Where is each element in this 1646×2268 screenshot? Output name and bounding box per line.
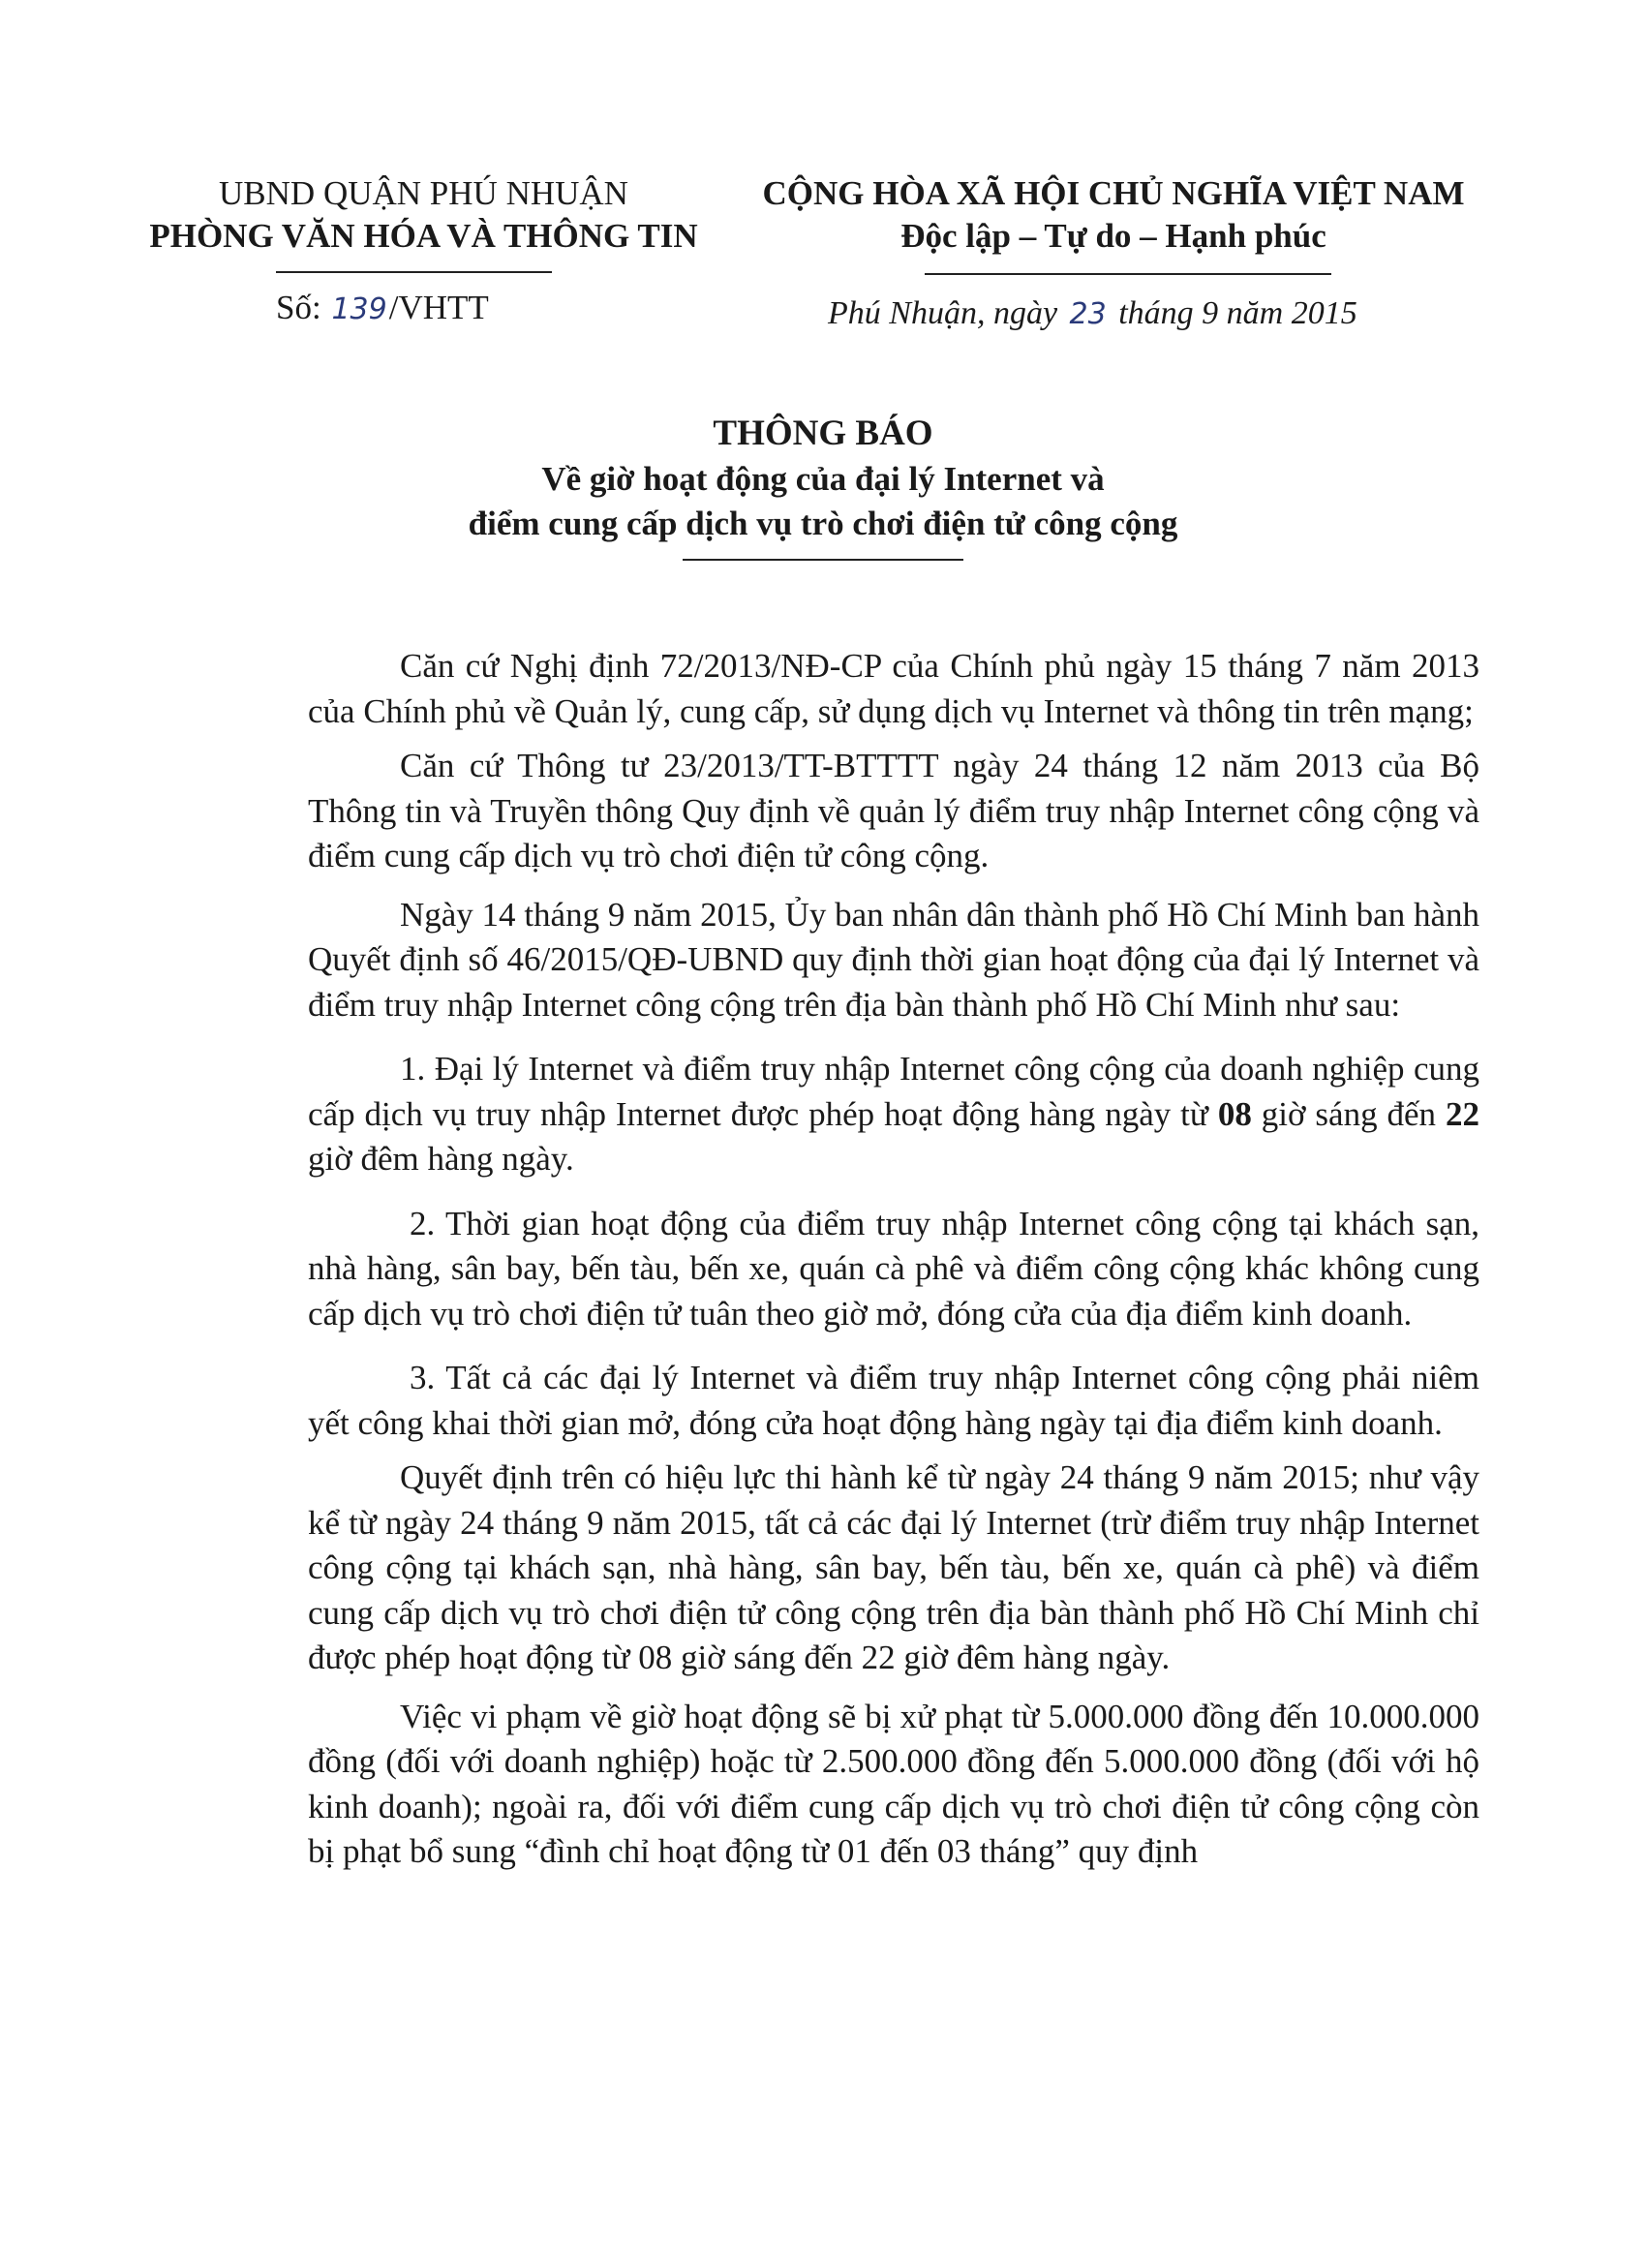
title-divider <box>683 559 963 561</box>
document-number-suffix: /VHTT <box>388 289 489 326</box>
title-subject-line1: Về giờ hoạt động của đại lý Internet và <box>541 460 1105 498</box>
document-number-value: 139 <box>331 292 387 326</box>
date-day: 23 <box>1069 297 1107 331</box>
list-item-1-text-a: 1. Đại lý Internet và điểm truy nhập Internet công cộng của doanh nghiệp cung cấp dịch vụ truy nhập Internet được phép hoạt động hàng ngày từ <box>308 1050 1479 1133</box>
list-item-1-start-hour: 08 <box>1217 1094 1252 1133</box>
list-item-1-text-e: giờ đêm hàng ngày. <box>308 1140 574 1178</box>
list-item-2: 2. Thời gian hoạt động của điểm truy nhập Internet công cộng tại khách sạn, nhà hàng, sân bay, bến tàu, bến xe, quán cà phê và điểm công cộng khác không cung cấp dịch vụ trò chơi điện tử tuân theo giờ mở, đóng cửa của địa điểm kinh doanh. <box>308 1204 1479 1333</box>
paragraph-penalties: Việc vi phạm về giờ hoạt động sẽ bị xử phạt từ 5.000.000 đồng đến 10.000.000 đồng (đối với doanh nghiệp) hoặc từ 2.500.000 đồng đến 5.000.000 đồng (đối với hộ kinh doanh); ngoài ra, đối với điểm cung cấp dịch vụ trò chơi điện tử công cộng còn bị phạt bổ sung “đình chỉ hoạt động từ 01 đến 03 tháng” quy định <box>308 1697 1479 1870</box>
title-main: THÔNG BÁO <box>713 414 933 453</box>
motto-divider <box>925 273 1331 275</box>
agency-divider <box>276 271 552 273</box>
list-item-1 <box>308 1047 1479 1182</box>
national-motto <box>721 172 1506 258</box>
agency-name: PHÒNG VĂN HÓA VÀ THÔNG TIN <box>149 217 698 255</box>
document-title <box>194 411 1452 546</box>
paragraph-effective-date: Quyết định trên có hiệu lực thi hành kể từ ngày 24 tháng 9 năm 2015; như vậy kể từ ngày 24 tháng 9 năm 2015, tất cả các đại lý Internet (trừ điểm truy nhập Internet công cộng tại khách sạn, nhà hàng, sân bay, bến tàu, bến xe, quán cà phê) và điểm cung cấp dịch vụ trò chơi điện tử công cộng trên địa bàn thành phố Hồ Chí Minh chỉ được phép hoạt động từ 08 giờ sáng đến 22 giờ đêm hàng ngày. <box>308 1458 1479 1676</box>
country-name: CỘNG HÒA XÃ HỘI CHỦ NGHĨA VIỆT NAM <box>762 174 1465 212</box>
document-body <box>308 644 1479 1875</box>
date-suffix: tháng 9 năm 2015 <box>1118 295 1357 331</box>
title-subject-line2: điểm cung cấp dịch vụ trò chơi điện tử công cộng <box>468 505 1178 542</box>
list-item-1-end-hour: 22 <box>1446 1094 1479 1133</box>
document-date <box>828 295 1357 332</box>
paragraph-legal-basis-2: Căn cứ Thông tư 23/2013/TT-BTTTT ngày 24 tháng 12 năm 2013 của Bộ Thông tin và Truyền thông Quy định về quản lý điểm truy nhập Internet công cộng và điểm cung cấp dịch vụ trò chơi điện tử công cộng. <box>308 747 1479 874</box>
list-item-1-text-c: giờ sáng đến <box>1261 1094 1437 1133</box>
motto: Độc lập – Tự do – Hạnh phúc <box>900 217 1326 255</box>
document-number <box>276 289 489 327</box>
date-prefix: Phú Nhuận, ngày <box>828 295 1058 331</box>
agency-parent: UBND QUẬN PHÚ NHUẬN <box>219 174 628 212</box>
paragraph-legal-basis-1: Căn cứ Nghị định 72/2013/NĐ-CP của Chính phủ ngày 15 tháng 7 năm 2013 của Chính phủ về Quản lý, cung cấp, sử dụng dịch vụ Internet và thông tin trên mạng; <box>308 647 1479 730</box>
list-item-3: 3. Tất cả các đại lý Internet và điểm truy nhập Internet công cộng phải niêm yết công khai thời gian mở, đóng cửa hoạt động hàng ngày tại địa điểm kinh doanh. <box>308 1359 1479 1442</box>
document-number-label: Số: <box>276 289 321 326</box>
paragraph-decision: Ngày 14 tháng 9 năm 2015, Ủy ban nhân dân thành phố Hồ Chí Minh ban hành Quyết định số 46/2015/QĐ-UBND quy định thời gian hoạt động của đại lý Internet và điểm truy nhập Internet công cộng trên địa bàn thành phố Hồ Chí Minh như sau: <box>308 895 1479 1024</box>
issuing-agency <box>126 172 721 258</box>
